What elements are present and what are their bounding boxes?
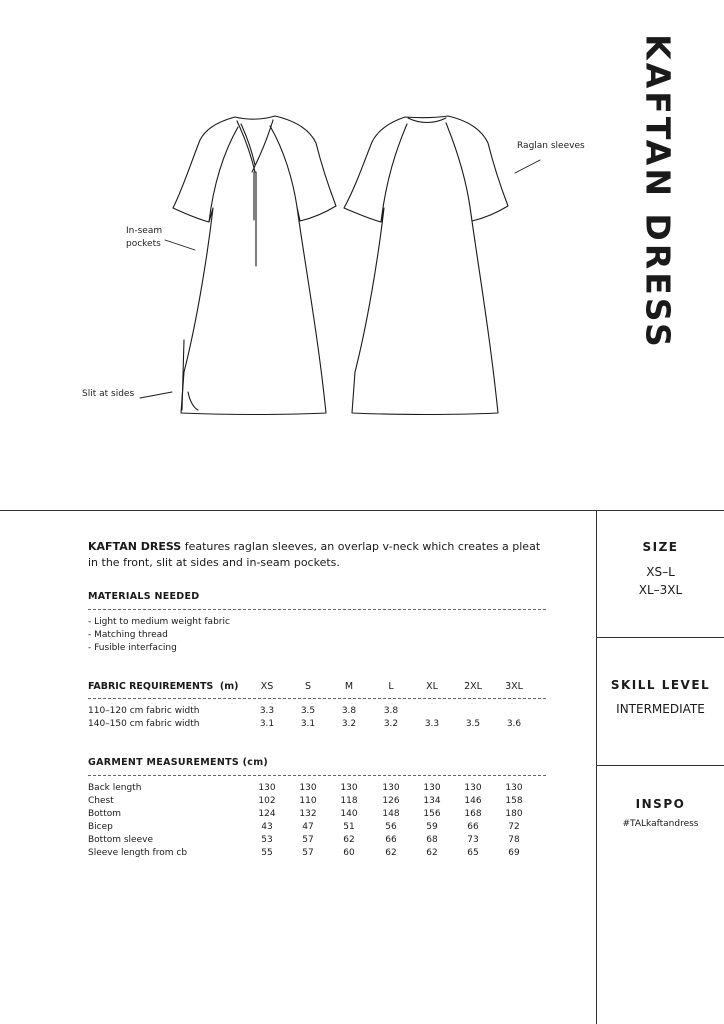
inspo-hashtag: #TALkaftandress	[622, 819, 699, 829]
garment-cell: 110	[299, 796, 317, 806]
garment-cell: 156	[423, 809, 441, 819]
fabric-cell: 3.1	[259, 719, 275, 729]
fabric-cell: 3.6	[506, 719, 522, 729]
garment-cell: 130	[464, 783, 482, 793]
garment-cell: 78	[508, 835, 520, 845]
garment-cell: 130	[340, 783, 358, 793]
fabric-cell: 3.8	[341, 706, 357, 716]
fabric-unit: (m)	[219, 681, 239, 692]
garment-cell: 130	[382, 783, 400, 793]
garment-cell: 158	[505, 796, 523, 806]
garment-cell: 168	[464, 809, 482, 819]
garment-cell: 47	[302, 822, 314, 832]
inspo-section	[597, 797, 724, 829]
fabric-row-label: 110–120 cm fabric width	[88, 706, 200, 716]
size-header: M	[344, 681, 354, 692]
garment-title-text: GARMENT MEASUREMENTS	[88, 757, 240, 768]
callout-slit-at-sides: Slit at sides	[82, 389, 135, 399]
garment-cell: 66	[385, 835, 397, 845]
garment-row-label: Sleeve length from cb	[88, 848, 188, 858]
skill-section	[597, 678, 724, 718]
size-header: L	[388, 681, 394, 692]
garment-cell: 53	[261, 835, 273, 845]
garment-row	[88, 795, 548, 808]
garment-divider	[88, 775, 546, 776]
size-header: 3XL	[505, 681, 523, 692]
garment-cell: 130	[258, 783, 276, 793]
callout-pockets-line1: In-seam	[126, 226, 163, 236]
garment-row-label: Bottom sleeve	[88, 835, 153, 845]
garment-cell: 59	[426, 822, 438, 832]
pattern-title-text: KAFTAN DRESS	[638, 34, 678, 350]
fabric-row	[88, 705, 548, 718]
garment-row-label: Bottom	[88, 809, 122, 819]
garment-cell: 62	[426, 848, 438, 858]
garment-cell: 130	[505, 783, 523, 793]
garment-unit: (cm)	[242, 757, 269, 768]
materials-divider	[88, 609, 546, 610]
garment-title	[88, 757, 268, 768]
front-view-drawing	[173, 116, 336, 415]
garment-row	[88, 782, 548, 795]
garment-cell: 56	[385, 822, 397, 832]
fabric-cell: 3.3	[424, 719, 440, 729]
size-header: S	[304, 681, 312, 692]
size-range-2: XL–3XL	[638, 583, 683, 597]
garment-cell: 140	[340, 809, 358, 819]
garment-cell: 118	[340, 796, 358, 806]
size-title: SIZE	[642, 540, 679, 554]
garment-row-label: Back length	[88, 783, 142, 793]
garment-cell: 65	[467, 848, 479, 858]
garment-cell: 132	[299, 809, 317, 819]
fabric-cell: 3.2	[383, 719, 399, 729]
pattern-title	[608, 34, 708, 350]
garment-cell: 102	[258, 796, 276, 806]
garment-cell: 72	[508, 822, 520, 832]
inspo-title: INSPO	[635, 797, 686, 811]
garment-cell: 43	[261, 822, 273, 832]
skill-value: INTERMEDIATE	[616, 702, 705, 716]
fabric-header-row	[88, 680, 548, 693]
back-view-drawing	[344, 116, 508, 415]
garment-cell: 126	[382, 796, 400, 806]
fabric-row	[88, 718, 548, 731]
materials-item: - Light to medium weight fabric	[88, 617, 230, 627]
materials-list	[88, 616, 230, 655]
size-range-1: XS–L	[646, 565, 675, 579]
sidebar-divider	[597, 765, 724, 766]
garment-cell: 62	[343, 835, 355, 845]
garment-cell: 130	[299, 783, 317, 793]
garment-cell: 55	[261, 848, 273, 858]
size-section	[597, 540, 724, 599]
garment-row-label: Bicep	[88, 822, 113, 832]
garment-cell: 66	[467, 822, 479, 832]
fabric-cell: 3.5	[465, 719, 481, 729]
garment-cell: 148	[382, 809, 400, 819]
garment-cell: 51	[343, 822, 355, 832]
intro-paragraph	[88, 539, 548, 571]
fabric-cell: 3.5	[300, 706, 316, 716]
materials-title: MATERIALS NEEDED	[88, 591, 200, 602]
garment-cell: 146	[464, 796, 482, 806]
garment-cell: 57	[302, 848, 314, 858]
intro-name: KAFTAN DRESS	[88, 540, 182, 553]
fabric-divider	[88, 698, 546, 699]
garment-cell: 60	[343, 848, 355, 858]
garment-cell: 62	[385, 848, 397, 858]
intro-text: features raglan sleeves, an overlap v-neck which creates a pleat in the front, slit at sides and in-seam pockets.	[88, 540, 541, 569]
garment-row	[88, 834, 548, 847]
garment-row	[88, 808, 548, 821]
fabric-cell: 3.1	[300, 719, 316, 729]
fabric-cell: 3.8	[383, 706, 399, 716]
garment-row-label: Chest	[88, 796, 114, 806]
garment-cell: 180	[505, 809, 523, 819]
sidebar-divider	[597, 637, 724, 638]
garment-cell: 73	[467, 835, 479, 845]
garment-cell: 57	[302, 835, 314, 845]
materials-item: - Fusible interfacing	[88, 643, 177, 653]
fabric-cell: 3.3	[259, 706, 275, 716]
garment-cell: 130	[423, 783, 441, 793]
fabric-title	[88, 680, 239, 693]
size-header: 2XL	[464, 681, 482, 692]
garment-cell: 124	[258, 809, 276, 819]
garment-row	[88, 847, 548, 860]
fabric-cell: 3.2	[341, 719, 357, 729]
callout-raglan-sleeves: Raglan sleeves	[517, 141, 585, 151]
garment-row	[88, 821, 548, 834]
garment-cell: 69	[508, 848, 520, 858]
skill-title: SKILL LEVEL	[610, 678, 711, 692]
size-header: XL	[426, 681, 438, 692]
fabric-row-label: 140–150 cm fabric width	[88, 719, 200, 729]
garment-cell: 134	[423, 796, 441, 806]
materials-item: - Matching thread	[88, 630, 168, 640]
fabric-title-text: FABRIC REQUIREMENTS	[88, 681, 214, 692]
divider-horizontal	[0, 510, 724, 511]
size-header: XS	[260, 681, 274, 692]
description	[88, 539, 548, 571]
callout-pockets-line2: pockets	[126, 239, 161, 249]
garment-cell: 68	[426, 835, 438, 845]
